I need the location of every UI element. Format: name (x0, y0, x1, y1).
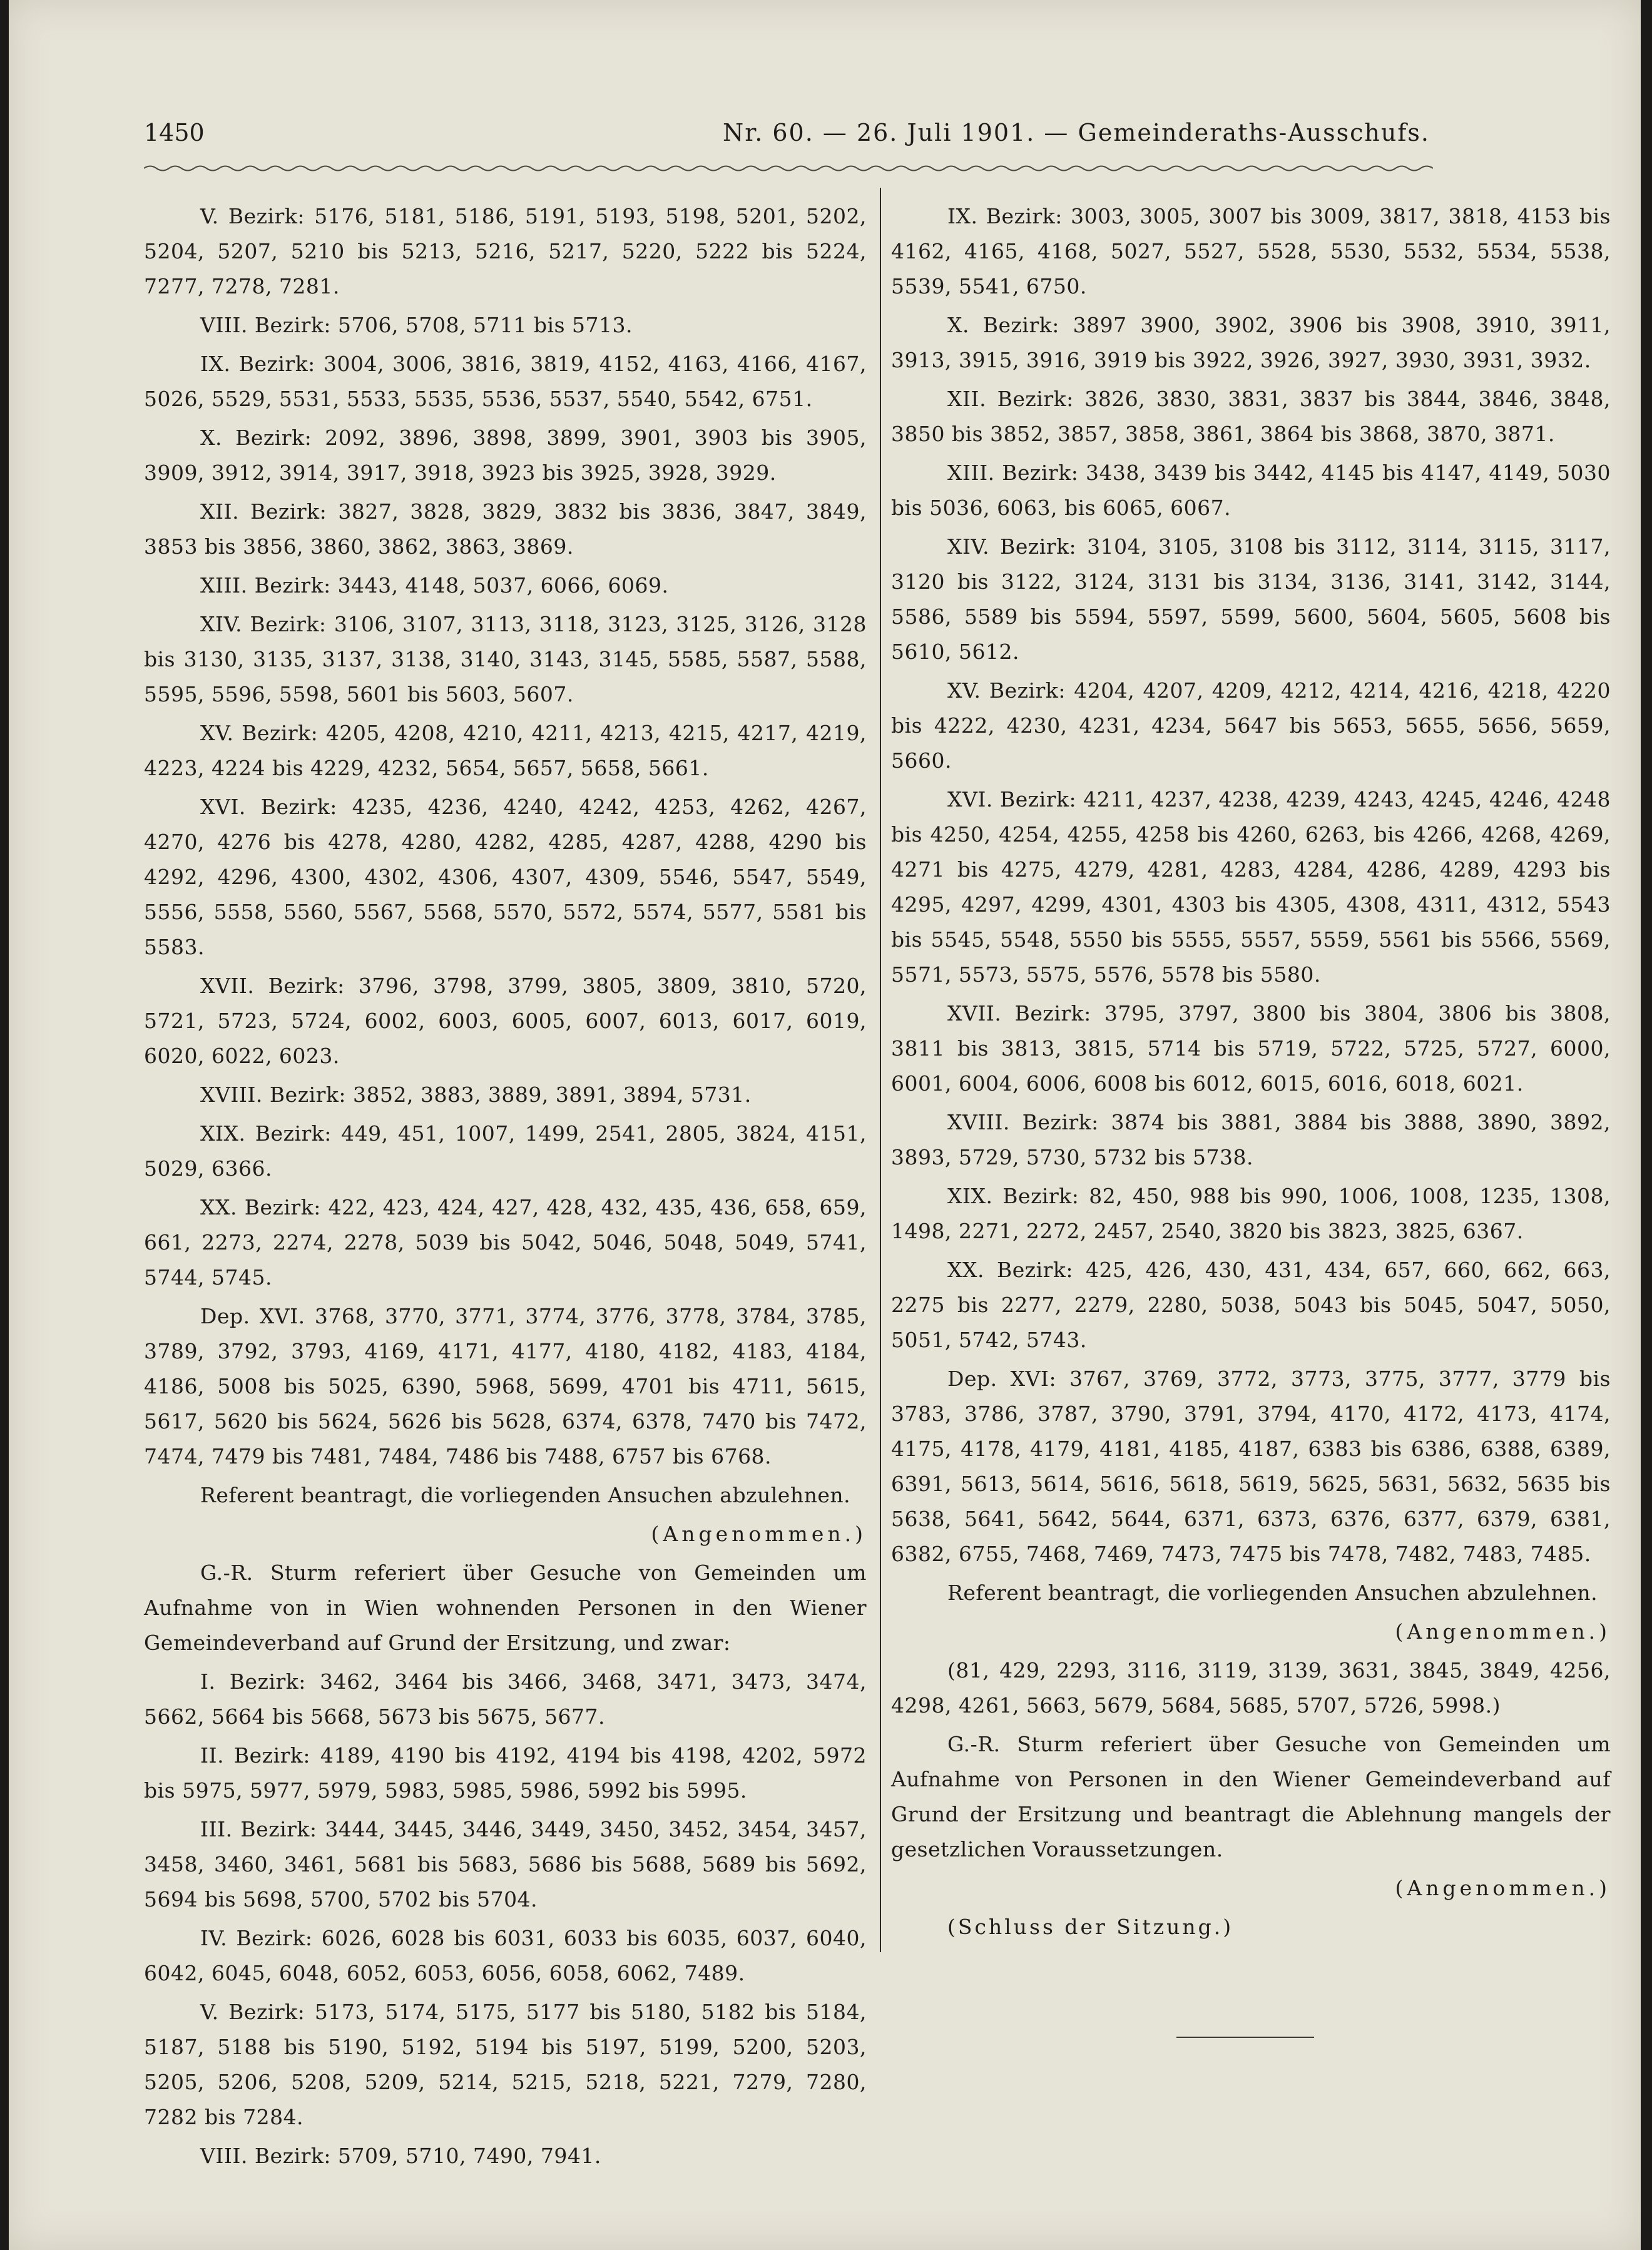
referent-motion: Referent beantragt, die vorliegenden Ansuchen abzulehnen. (947, 1581, 1598, 1605)
sturm-report-rejection: G.-R. Sturm referiert über Gesuche von Gemeinden um Aufnahme von Personen in den Wiener Gemeindeverband auf Grund der Ersitzung und beantragt die Ablehnung mangels der gesetzlichen Voraussetzungen. (891, 1732, 1611, 1861)
bezirk-entry-ix: IX. Bezirk: 3003, 3005, 3007 bis 3009, 3817, 3818, 4153 bis 4162, 4165, 4168, 5027, 5527, 5528, 5530, 5532, 5534, 5538, 5539, 5541, 6750. (891, 204, 1611, 298)
bezirk-entry-v-second: V. Bezirk: 5173, 5174, 5175, 5177 bis 5180, 5182 bis 5184, 5187, 5188 bis 5190, 5192, 5194 bis 5197, 5199, 5200, 5203, 5205, 5206, 5208, 5209, 5214, 5215, 5218, 5221, 7279, 7280, 7282 bis 7284. (144, 2000, 867, 2129)
bezirk-entry-viii: VIII. Bezirk: 5706, 5708, 5711 bis 5713. (200, 313, 633, 337)
bezirk-entry-xv: XV. Bezirk: 4204, 4207, 4209, 4212, 4214, 4216, 4218, 4220 bis 4222, 4230, 4231, 4234, 5647 bis 5653, 5655, 5656, 5659, 5660. (891, 678, 1611, 773)
bezirk-entry-xix: XIX. Bezirk: 82, 450, 988 bis 990, 1006, 1008, 1235, 1308, 1498, 2271, 2272, 2457, 2540, 3820 bis 3823, 3825, 6367. (891, 1184, 1611, 1243)
bezirk-entry-xiv: XIV. Bezirk: 3106, 3107, 3113, 3118, 3123, 3125, 3126, 3128 bis 3130, 3135, 3137, 3138, 3140, 3143, 3145, 5585, 5587, 5588, 5595, 5596, 5598, 5601 bis 5603, 5607. (144, 612, 867, 706)
referent-motion: Referent beantragt, die vorliegenden Ansuchen abzulehnen. (200, 1483, 851, 1507)
bezirk-entry-xix: XIX. Bezirk: 449, 451, 1007, 1499, 2541, 2805, 3824, 4151, 5029, 6366. (144, 1121, 867, 1181)
bezirk-entry-xii: XII. Bezirk: 3826, 3830, 3831, 3837 bis 3844, 3846, 3848, 3850 bis 3852, 3857, 3858, 3861, 3864 bis 3868, 3870, 3871. (891, 387, 1611, 446)
bezirk-entry-i: I. Bezirk: 3462, 3464 bis 3466, 3468, 3471, 3473, 3474, 5662, 5664 bis 5668, 5673 bis 5675, 5677. (144, 1669, 867, 1729)
page-number: 1450 (144, 119, 205, 146)
bezirk-entry-xii: XII. Bezirk: 3827, 3828, 3829, 3832 bis 3836, 3847, 3849, 3853 bis 3856, 3860, 3862, 3863, 3869. (144, 499, 867, 559)
column-divider (880, 188, 881, 1952)
bezirk-entry-xv: XV. Bezirk: 4205, 4208, 4210, 4211, 4213, 4215, 4217, 4219, 4223, 4224 bis 4229, 4232, 5654, 5657, 5658, 5661. (144, 721, 867, 780)
bezirk-entry-xvii: XVII. Bezirk: 3796, 3798, 3799, 3805, 3809, 3810, 5720, 5721, 5723, 5724, 6002, 6003, 6005, 6007, 6013, 6017, 6019, 6020, 6022, 6023. (144, 974, 867, 1068)
bezirk-entry-xiii: XIII. Bezirk: 3438, 3439 bis 3442, 4145 bis 4147, 4149, 5030 bis 5036, 6063, bis 6065, 6067. (891, 461, 1611, 520)
accepted-note: (Angenommen.) (651, 1522, 867, 1546)
bezirk-entry-ix: IX. Bezirk: 3004, 3006, 3816, 3819, 4152, 4163, 4166, 4167, 5026, 5529, 5531, 5533, 5535, 5536, 5537, 5540, 5542, 6751. (144, 352, 867, 411)
bezirk-entry-xvii: XVII. Bezirk: 3795, 3797, 3800 bis 3804, 3806 bis 3808, 3811 bis 3813, 3815, 5714 bis 5719, 5722, 5725, 5727, 6000, 6001, 6004, 6006, 6008 bis 6012, 6015, 6016, 6018, 6021. (891, 1001, 1611, 1096)
bezirk-entry-viii-second: VIII. Bezirk: 5709, 5710, 7490, 7941. (200, 2144, 601, 2168)
rejected-numbers-list: (81, 429, 2293, 3116, 3119, 3139, 3631, 3845, 3849, 4256, 4298, 4261, 5663, 5679, 5684, 5685, 5707, 5726, 5998.) (891, 1658, 1611, 1718)
bezirk-entry-xx: XX. Bezirk: 422, 423, 424, 427, 428, 432, 435, 436, 658, 659, 661, 2273, 2274, 2278, 5039 bis 5042, 5046, 5048, 5049, 5741, 5744, 5745. (144, 1195, 867, 1290)
bezirk-entry-xiii: XIII. Bezirk: 3443, 4148, 5037, 6066, 6069. (200, 573, 669, 598)
running-title: Nr. 60. — 26. Juli 1901. — Gemeinderaths-Ausschufs. (722, 119, 1430, 146)
bezirk-entry-xiv: XIV. Bezirk: 3104, 3105, 3108 bis 3112, 3114, 3115, 3117, 3120 bis 3122, 3124, 3131 bis 3134, 3136, 3141, 3142, 3144, 5586, 5589 bis 5594, 5597, 5599, 5600, 5604, 5605, 5608 bis 5610, 5612. (891, 534, 1611, 664)
bezirk-entry-ii: II. Bezirk: 4189, 4190 bis 4192, 4194 bis 4198, 4202, 5972 bis 5975, 5977, 5979, 5983, 5985, 5986, 5992 bis 5995. (144, 1743, 867, 1803)
accepted-note: (Angenommen.) (1395, 1619, 1611, 1644)
bezirk-entry-iii: III. Bezirk: 3444, 3445, 3446, 3449, 3450, 3452, 3454, 3457, 3458, 3460, 3461, 5681 bis 5683, 5686 bis 5688, 5689 bis 5692, 5694 bis 5698, 5700, 5702 bis 5704. (144, 1817, 867, 1911)
bezirk-entry-x: X. Bezirk: 2092, 3896, 3898, 3899, 3901, 3903 bis 3905, 3909, 3912, 3914, 3917, 3918, 3923 bis 3925, 3928, 3929. (144, 425, 867, 485)
page-header (144, 119, 1430, 156)
bezirk-entry-x: X. Bezirk: 3897 3900, 3902, 3906 bis 3908, 3910, 3911, 3913, 3915, 3916, 3919 bis 3922, 3926, 3927, 3930, 3931, 3932. (891, 313, 1611, 372)
header-wavy-rule (144, 164, 1433, 173)
bezirk-entry-xviii: XVIII. Bezirk: 3852, 3883, 3889, 3891, 3894, 5731. (200, 1082, 752, 1107)
bezirk-entry-iv: IV. Bezirk: 6026, 6028 bis 6031, 6033 bis 6035, 6037, 6040, 6042, 6045, 6048, 6052, 6053, 6056, 6058, 6062, 7489. (144, 1926, 867, 1985)
left-column (144, 199, 867, 2177)
right-column (891, 199, 1611, 1945)
dep-xvi-entry: Dep. XVI: 3767, 3769, 3772, 3773, 3775, 3777, 3779 bis 3783, 3786, 3787, 3790, 3791, 3794, 4170, 4172, 4173, 4174, 4175, 4178, 4179, 4181, 4185, 4187, 6383 bis 6386, 6388, 6389, 6391, 5613, 5614, 5616, 5618, 5619, 5625, 5631, 5632, 5635 bis 5638, 5641, 5642, 5644, 6371, 6373, 6376, 6377, 6379, 6381, 6382, 6755, 7468, 7469, 7473, 7475 bis 7478, 7482, 7483, 7485. (891, 1367, 1611, 1566)
bezirk-entry-xvi: XVI. Bezirk: 4235, 4236, 4240, 4242, 4253, 4262, 4267, 4270, 4276 bis 4278, 4280, 4282, 4285, 4287, 4288, 4290 bis 4292, 4296, 4300, 4302, 4306, 4307, 4309, 5546, 5547, 5549, 5556, 5558, 5560, 5567, 5568, 5570, 5572, 5574, 5577, 5581 bis 5583. (144, 795, 867, 959)
bezirk-entry-xvi: XVI. Bezirk: 4211, 4237, 4238, 4239, 4243, 4245, 4246, 4248 bis 4250, 4254, 4255, 4258 bis 4260, 6263, bis 4266, 4268, 4269, 4271 bis 4275, 4279, 4281, 4283, 4284, 4286, 4289, 4293 bis 4295, 4297, 4299, 4301, 4303 bis 4305, 4308, 4311, 4312, 5543 bis 5545, 5548, 5550 bis 5555, 5557, 5559, 5561 bis 5566, 5569, 5571, 5573, 5575, 5576, 5578 bis 5580. (891, 787, 1611, 987)
accepted-note-final: (Angenommen.) (1395, 1876, 1611, 1900)
dep-xvi-entry: Dep. XVI. 3768, 3770, 3771, 3774, 3776, 3778, 3784, 3785, 3789, 3792, 3793, 4169, 4171, 4177, 4180, 4182, 4183, 4184, 4186, 5008 bis 5025, 6390, 5968, 5699, 4701 bis 4711, 5615, 5617, 5620 bis 5624, 5626 bis 5628, 6374, 6378, 7470 bis 7472, 7474, 7479 bis 7481, 7484, 7486 bis 7488, 6757 bis 6768. (144, 1304, 867, 1469)
sturm-report: G.-R. Sturm referiert über Gesuche von Gemeinden um Aufnahme von in Wien wohnenden Personen in den Wiener Gemeindeverband auf Grund der Ersitzung, und zwar: (144, 1560, 867, 1655)
bezirk-entry-xx: XX. Bezirk: 425, 426, 430, 431, 434, 657, 660, 662, 663, 2275 bis 2277, 2279, 2280, 5038, 5043 bis 5045, 5047, 5050, 5051, 5742, 5743. (891, 1258, 1611, 1352)
end-rule (1176, 2037, 1314, 2038)
bezirk-entry-v: V. Bezirk: 5176, 5181, 5186, 5191, 5193, 5198, 5201, 5202, 5204, 5207, 5210 bis 5213, 5216, 5217, 5220, 5222 bis 5224, 7277, 7278, 7281. (144, 204, 867, 298)
bezirk-entry-xviii: XVIII. Bezirk: 3874 bis 3881, 3884 bis 3888, 3890, 3892, 3893, 5729, 5730, 5732 bis 5738. (891, 1110, 1611, 1169)
session-closing: (Schluss der Sitzung.) (947, 1915, 1234, 1939)
